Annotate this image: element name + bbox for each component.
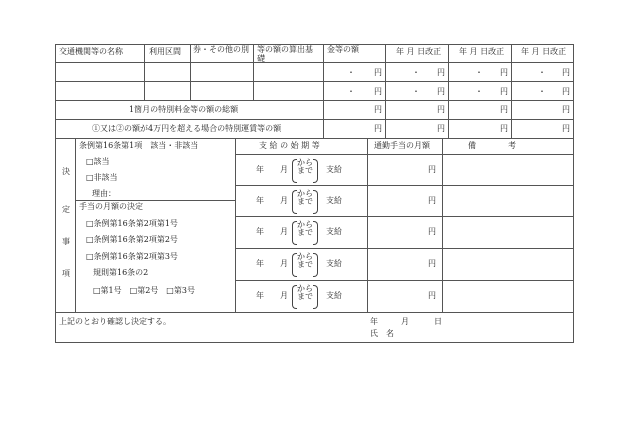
row-month: 月 [280, 291, 288, 300]
from-until-brace [292, 190, 318, 214]
header-route-section: 利用区間 [149, 47, 181, 56]
row2-yen-d: 円 [562, 87, 570, 96]
header-carrier-name: 交通機関等の名称 [59, 47, 123, 56]
row-month: 月 [280, 196, 288, 205]
special-yen-c: 円 [500, 124, 508, 133]
row-month: 月 [280, 165, 288, 174]
row-year: 年 [256, 165, 264, 174]
until-label: まで [297, 228, 313, 237]
from-until-brace [292, 159, 318, 183]
from-label: から [297, 189, 313, 198]
row-year: 年 [256, 291, 264, 300]
special-fare-label: ①又は②の額が4万円を超える場合の特別運賃等の額 [92, 124, 282, 133]
special-yen-d: 円 [562, 124, 570, 133]
row-yen: 円 [428, 196, 436, 205]
total-yen-b: 円 [437, 105, 445, 114]
row-yen: 円 [428, 165, 436, 174]
special-yen-a: 円 [374, 124, 382, 133]
pay-label: 支給 [326, 227, 342, 236]
pay-label: 支給 [326, 291, 342, 300]
from-label: から [297, 158, 313, 167]
row2-yen-c: 円 [500, 87, 508, 96]
from-label: から [297, 284, 313, 293]
rule-16-2-label: 規則第16条の2 [93, 268, 149, 277]
row1-dot-c: ・ [475, 68, 483, 77]
rule-options[interactable]: □第1号 □第2号 □第3号 [93, 286, 195, 295]
until-label: まで [297, 166, 313, 175]
header-amount: 金等の額 [327, 45, 359, 54]
row2-yen-a: 円 [374, 87, 382, 96]
pay-label: 支給 [326, 196, 342, 205]
article-16-1-label: 条例第16条第1項 該当・非該当 [79, 141, 199, 150]
row1-yen-b: 円 [437, 68, 445, 77]
from-until-brace [292, 253, 318, 277]
not-applicable-checkbox[interactable]: □非該当 [86, 173, 118, 182]
from-until-brace [292, 221, 318, 245]
option-article-16-2-1[interactable]: □条例第16条第2項第1号 [86, 219, 178, 228]
reason-label: 理由： [92, 189, 116, 198]
row-yen: 円 [428, 259, 436, 268]
row-yen: 円 [428, 227, 436, 236]
remarks-header: 備 考 [468, 141, 516, 150]
from-until-brace [292, 285, 318, 309]
row1-yen-a: 円 [374, 68, 382, 77]
row-yen: 円 [428, 291, 436, 300]
footer-name-label: 氏 名 [370, 329, 394, 338]
vertical-label-2: 定 [62, 205, 70, 214]
applicable-checkbox[interactable]: □該当 [86, 157, 110, 166]
pay-label: 支給 [326, 259, 342, 268]
header-calc-basis: 等の額の算出基 [257, 45, 313, 54]
row2-dot-b: ・ [412, 87, 420, 96]
row1-yen-c: 円 [500, 68, 508, 77]
row-year: 年 [256, 227, 264, 236]
row-month: 月 [280, 227, 288, 236]
header-revision-3: 年 月 日改正 [521, 47, 567, 56]
monthly-amount-title: 手当の月額の決定 [79, 202, 143, 211]
total-label: 1箇月の特別料金等の額の総額 [129, 105, 239, 114]
option-article-16-2-2[interactable]: □条例第16条第2項第2号 [86, 235, 178, 244]
option-article-16-2-3[interactable]: □条例第16条第2項第3号 [86, 252, 178, 261]
row1-dot-d: ・ [538, 68, 546, 77]
from-label: から [297, 220, 313, 229]
header-revision-2: 年 月 日改正 [459, 47, 505, 56]
row2-dot-d: ・ [538, 87, 546, 96]
until-label: まで [297, 197, 313, 206]
row2-dot-a: ・ [347, 87, 355, 96]
footer-month: 月 [401, 317, 409, 326]
footer-day: 日 [434, 317, 442, 326]
header-calc-basis-2: 礎 [257, 54, 265, 63]
pay-label: 支給 [326, 165, 342, 174]
row1-dot-b: ・ [412, 68, 420, 77]
until-label: まで [297, 260, 313, 269]
row2-dot-c: ・ [475, 87, 483, 96]
header-revision-1: 年 月 日改正 [396, 47, 442, 56]
vertical-label-4: 項 [62, 269, 70, 278]
row1-yen-d: 円 [562, 68, 570, 77]
footer-year: 年 [370, 317, 378, 326]
from-label: から [297, 252, 313, 261]
header-ticket-type: 券・その他の別 [193, 45, 249, 54]
row-year: 年 [256, 259, 264, 268]
until-label: まで [297, 292, 313, 301]
confirmation-text: 上記のとおり確認し決定する。 [59, 317, 171, 326]
row-year: 年 [256, 196, 264, 205]
vertical-label-3: 事 [62, 237, 70, 246]
special-yen-b: 円 [437, 124, 445, 133]
vertical-label-1: 決 [62, 167, 70, 176]
period-header: 支 給 の 始 期 等 [259, 141, 320, 150]
total-yen-d: 円 [562, 105, 570, 114]
total-yen-c: 円 [500, 105, 508, 114]
row2-yen-b: 円 [437, 87, 445, 96]
row1-dot-a: ・ [347, 68, 355, 77]
monthly-amount-header: 通勤手当の月額 [374, 141, 430, 150]
row-month: 月 [280, 259, 288, 268]
total-yen-a: 円 [374, 105, 382, 114]
